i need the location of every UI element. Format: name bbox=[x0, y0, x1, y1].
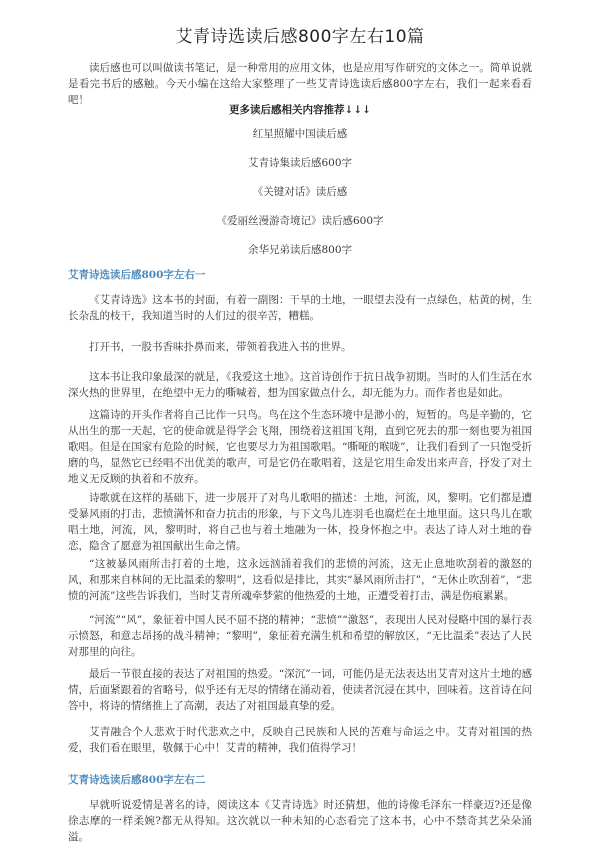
section2-paragraph: 早就听说爱情是著名的诗，阅读这本《艾青诗选》时还猜想，他的诗像毛泽东一样豪迈?还是像徐志摩的一样柔婉?都无从得知。这次就以一种未知的心态看完了这本书，心中不禁奇其艺朵朵涌溢。 bbox=[68, 799, 532, 843]
related-link-item[interactable]: 《关键对话》读后感 bbox=[252, 186, 348, 198]
section-heading-2: 艾青诗选读后感800字左右二 bbox=[68, 774, 206, 786]
section1-paragraph: 这篇诗的开头作者将自己比作一只鸟。鸟在这个生态环境中是渺小的，短暂的。鸟是辛勤的，它从出生的那一天起，它的使命就是得学会飞翔，围绕着这祖国飞翔，直到它死去的那一刻也要为祖国歌唱。但是在国家有危险的时候，它也要尽力为祖国歌唱。“嘶哑的喉咙”，让我们看到了一只饱受折磨的鸟，显然它已经唱不出优美的歌声，可是它仍在歌唱着，这是它用生命发出来声音，抒发了对土地义无反顾的执着和不放弃。 bbox=[68, 409, 532, 485]
section1-paragraph: 这本书让我印象最深的就是，《我爱这土地》。这首诗创作于抗日战争初期。当时的人们生活在水深火热的世界里，在绝望中无力的嘶喊着，想为国家做点什么，却无能为力。而作者也是如此。 bbox=[68, 371, 532, 399]
page-title: 艾青诗选读后感800字左右10篇 bbox=[175, 27, 425, 47]
more-recommendations-heading: 更多读后感相关内容推荐↓↓↓ bbox=[229, 104, 371, 116]
section1-paragraph: 艾青融合个人悲欢于时代悲欢之中，反映自己民族和人民的苦难与命运之中。艾青对祖国的热爱，我们看在眼里，敬佩于心中！艾青的精神，我们值得学习！ bbox=[68, 726, 532, 754]
section1-paragraph: “河流”“风”，象征着中国人民不屈不挠的精神；“悲愤”“激怒”，表现出人民对侵略中国的暴行表示愤怒，和意志昂扬的战斗精神；“黎明”，象征着充满生机和希望的解放区，“无比温柔”表达了人民对那里的向往。 bbox=[68, 614, 532, 658]
section1-paragraph: 诗歌就在这样的基础下，进一步展开了对鸟儿歌唱的描述：土地，河流，风，黎明。它们都是遭受暴风雨的打击，悲愤满怀和奋力抗击的形象，与下文鸟儿连羽毛也腐烂在土地里面。这只鸟儿在歌唱土地，河流，风，黎明时，将自己也与着土地融为一体，投身怀抱之中。表达了诗人对土地的眷恋，隐含了愿意为祖国献出生命之情。 bbox=[68, 492, 532, 552]
section1-paragraph: 《艾青诗选》这本书的封面，有着一副图：干旱的土地，一眼望去没有一点绿色，枯黄的树，生长杂乱的枝干，我知道当时的人们过的很辛苦，糟糕。 bbox=[68, 294, 532, 322]
related-link-item[interactable]: 《爱丽丝漫游奇境记》读后感600字 bbox=[216, 215, 384, 227]
intro-paragraph: 读后感也可以叫做读书笔记，是一种常用的应用文体，也是应用写作研究的文体之一。简单说就是看完书后的感触。今天小编在这给大家整理了一些艾青诗选读后感800字左右，我们一起来看看吧！ bbox=[68, 62, 532, 106]
related-link-item[interactable]: 余华兄弟读后感800字 bbox=[247, 244, 353, 256]
related-link-item[interactable]: 艾青诗集读后感600字 bbox=[247, 157, 353, 169]
section-heading-1: 艾青诗选读后感800字左右一 bbox=[68, 269, 206, 281]
related-link-item[interactable]: 红星照耀中国读后感 bbox=[252, 128, 348, 140]
section1-paragraph: 最后一节很直接的表达了对祖国的热爱。“深沉”一词，可能仍是无法表达出艾青对这片土地的感情，后面紧跟着的省略号，似乎还有无尽的情绪在涌动着，使读者沉浸在其中，回味着。这首诗在问答中，将诗的情绪推上了高潮，表达了对祖国最真挚的爱。 bbox=[68, 668, 532, 712]
related-links-list bbox=[0, 126, 600, 271]
section1-paragraph: “这被暴风雨所击打着的土地，这永远汹涌着我们的悲愤的河流，这无止息地吹刮着的激怒的风，和那来自林间的无比温柔的黎明”，这看似是排比，其实“暴风雨所击打”，“无休止吹刮着”，“悲愤的河流”这些告诉我们，当时艾青所魂牵梦萦的他热爱的土地，正遭受着打击，满是伤痕累累。 bbox=[68, 558, 532, 602]
section1-paragraph: 打开书，一股书香味扑鼻而来，带领着我进入书的世界。 bbox=[89, 341, 352, 353]
